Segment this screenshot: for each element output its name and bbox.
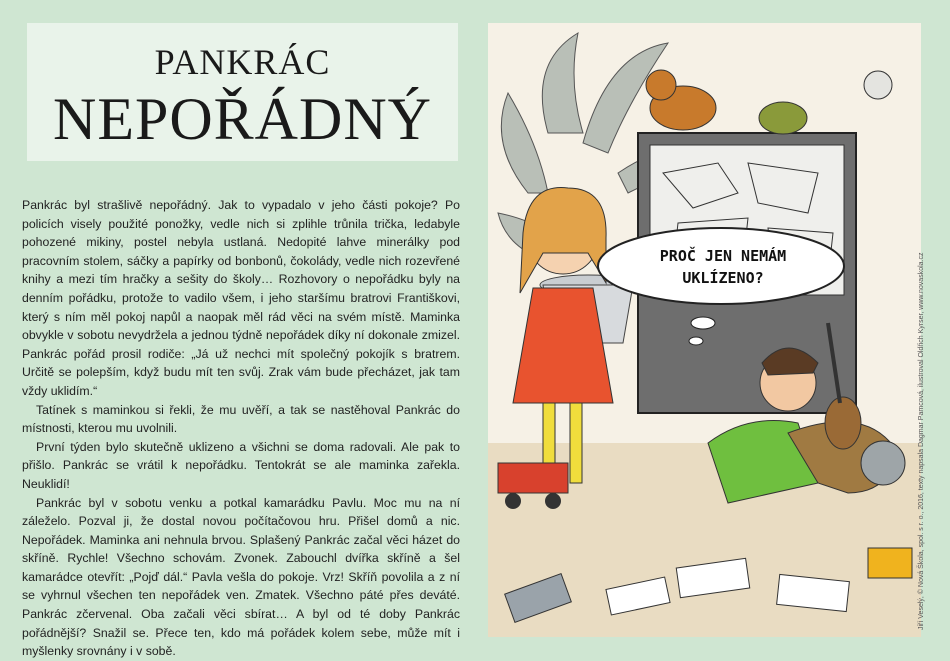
speech-bubble-line-1: PROČ JEN NEMÁM — [659, 247, 787, 265]
speech-bubble-line-2: UKLÍZENO? — [682, 269, 764, 287]
title-line-2: NEPOŘÁDNÝ — [52, 86, 433, 152]
title-box — [27, 23, 458, 161]
title-line-1: PANKRÁC — [154, 42, 331, 82]
speech-bubble — [618, 245, 828, 289]
illustration-drawing — [488, 23, 921, 637]
illustration — [488, 23, 921, 637]
story-paragraph-4: Pankrác byl v sobotu venku a potkal kamarádku Pavlu. Moc mu na ní záleželo. Pozval ji, že dostal novou počítačovou hru. Přišel domů a nic. Nepořádek. Maminka ani nehnula brvou. Splašený Pankrác začal věci házet do skříně. Rychle! Všechno schovám. Zvonek. Zabouchl dvířka skříně a šel kamarádce otevřít: „Pojď dál.“ Pavla vešla do pokoje. Vrz! Skříň povolila a z ní se vyhrnul všechen ten nepořádek ven. Zmatek. Všechno páté přes deváté. Pankrác zčervenal. Oba začali věci sbírat… A byl od té doby Pankrác pořádnější? Snažil se. Přece ten, kdo má pořádek kolem sebe, může mít i myšlenky srovnány i v sobě. — [22, 495, 460, 659]
illustration-credit: Jiří Veselý, © Nová Škola, spol. s r. o., 2016, texty napsala Dagmar Pamcová, ilustroval Oldřich Kyrser, www.novaskola.cz — [918, 252, 925, 630]
story-paragraph-1: Pankrác byl strašlivě nepořádný. Jak to vypadalo v jeho části pokoje? Po policích visely použité ponožky, vedle nich si zplihle trůnila trička, ledabyle pohozené mikiny, postel nebyla ustlaná. Nedopité lahve minerálky pod pracovním stolem, sáčky a papírky od bonbonů, čokolády, vedle nich rozevřené knihy a mezi tím hračky a sešity do školy… Rozhovory o nepořádku byly na denním pořádku, protože to vadilo všem, i jeho staršímu bratrovi Františkovi, který s ním měl pokoj napůl a naopak měl rád věci na svém místě. Maminka obvykle v sobotu nevydržela a jednou týdně nepořádek díky ní dokonale zmizel. Pankrác pořád prosil rodiče: „Já už nechci mít společný pokojík s bratrem. Určitě se polepším, když budu mít ten svůj. Zrak vám bude přecházet, jak tam vždy uklidím.“ — [22, 198, 460, 398]
story-text — [22, 196, 460, 661]
story-paragraph-2: Tatínek s maminkou si řekli, že mu uvěří, a tak se nastěhoval Pankrác do místnosti, kterou mu uvolnili. — [22, 402, 460, 436]
story-paragraph-3: První týden bylo skutečně uklizeno a všichni se doma radovali. Ale pak to přišlo. Pankrác se vrátil k nepořádku. Tentokrát se ale maminka zařekla. Neuklidí! — [22, 439, 460, 491]
